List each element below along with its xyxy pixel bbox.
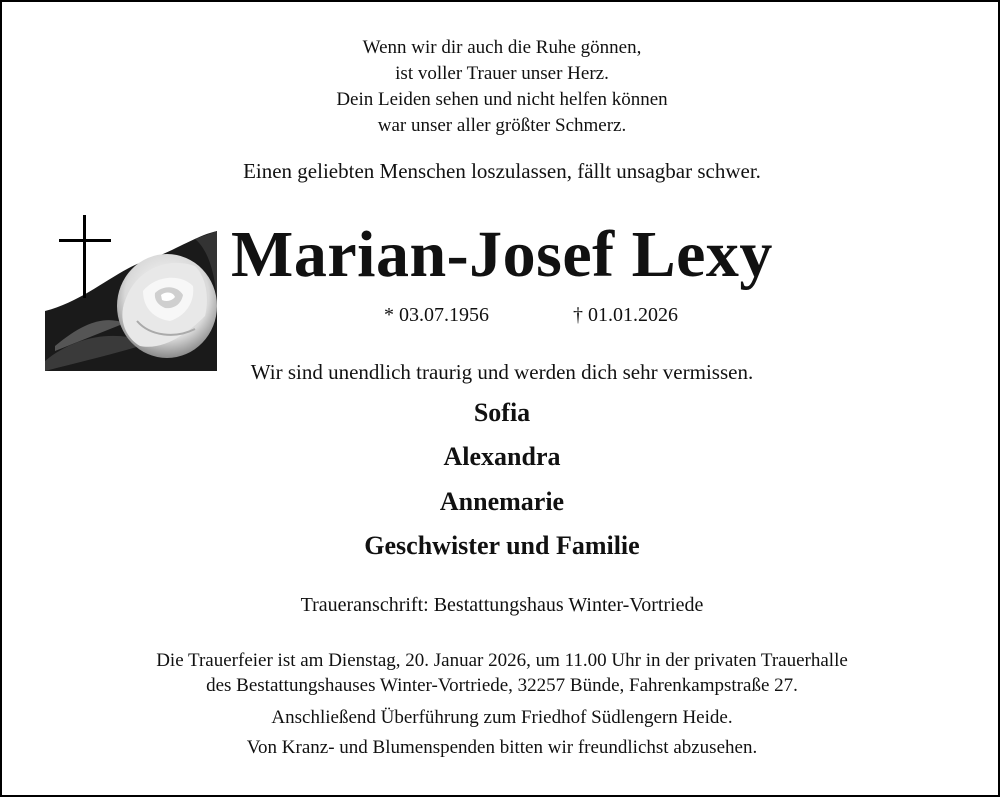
mourner-3: Annemarie xyxy=(439,487,565,516)
address-text: Traueranschrift: Bestattungshaus Winter-Vortriede xyxy=(300,594,704,616)
mourner-1: Sofia xyxy=(473,398,531,427)
flowers-note: Von Kranz- und Blumenspenden bitten wir freundlichst abzusehen. xyxy=(246,737,758,758)
poem-line-1: Wenn wir dir auch die Ruhe gönnen, xyxy=(362,37,642,58)
poem-line-3: Dein Leiden sehen und nicht helfen können xyxy=(336,89,668,110)
death-date: † 01.01.2026 xyxy=(573,304,678,326)
poem-line-2: ist voller Trauer unser Herz. xyxy=(395,63,609,84)
poem-line-4: war unser aller größter Schmerz. xyxy=(377,115,627,136)
intro-text: Einen geliebten Menschen loszulassen, fällt unsagbar schwer. xyxy=(243,159,761,183)
mourner-4: Geschwister und Familie xyxy=(364,531,640,560)
farewell-text: Wir sind unendlich traurig und werden dich sehr vermissen. xyxy=(250,360,754,384)
transfer-text: Anschließend Überführung zum Friedhof Südlengern Heide. xyxy=(271,707,733,728)
ceremony-line-1: Die Trauerfeier ist am Dienstag, 20. Januar 2026, um 11.00 Uhr in der privaten Trauerhalle xyxy=(156,650,848,671)
ceremony-line-2: des Bestattungshauses Winter-Vortriede, 32257 Bünde, Fahrenkampstraße 27. xyxy=(206,675,798,696)
mourner-2: Alexandra xyxy=(443,442,561,471)
deceased-name: Marian-Josef Lexy xyxy=(231,218,773,291)
birth-date: * 03.07.1956 xyxy=(384,304,489,326)
